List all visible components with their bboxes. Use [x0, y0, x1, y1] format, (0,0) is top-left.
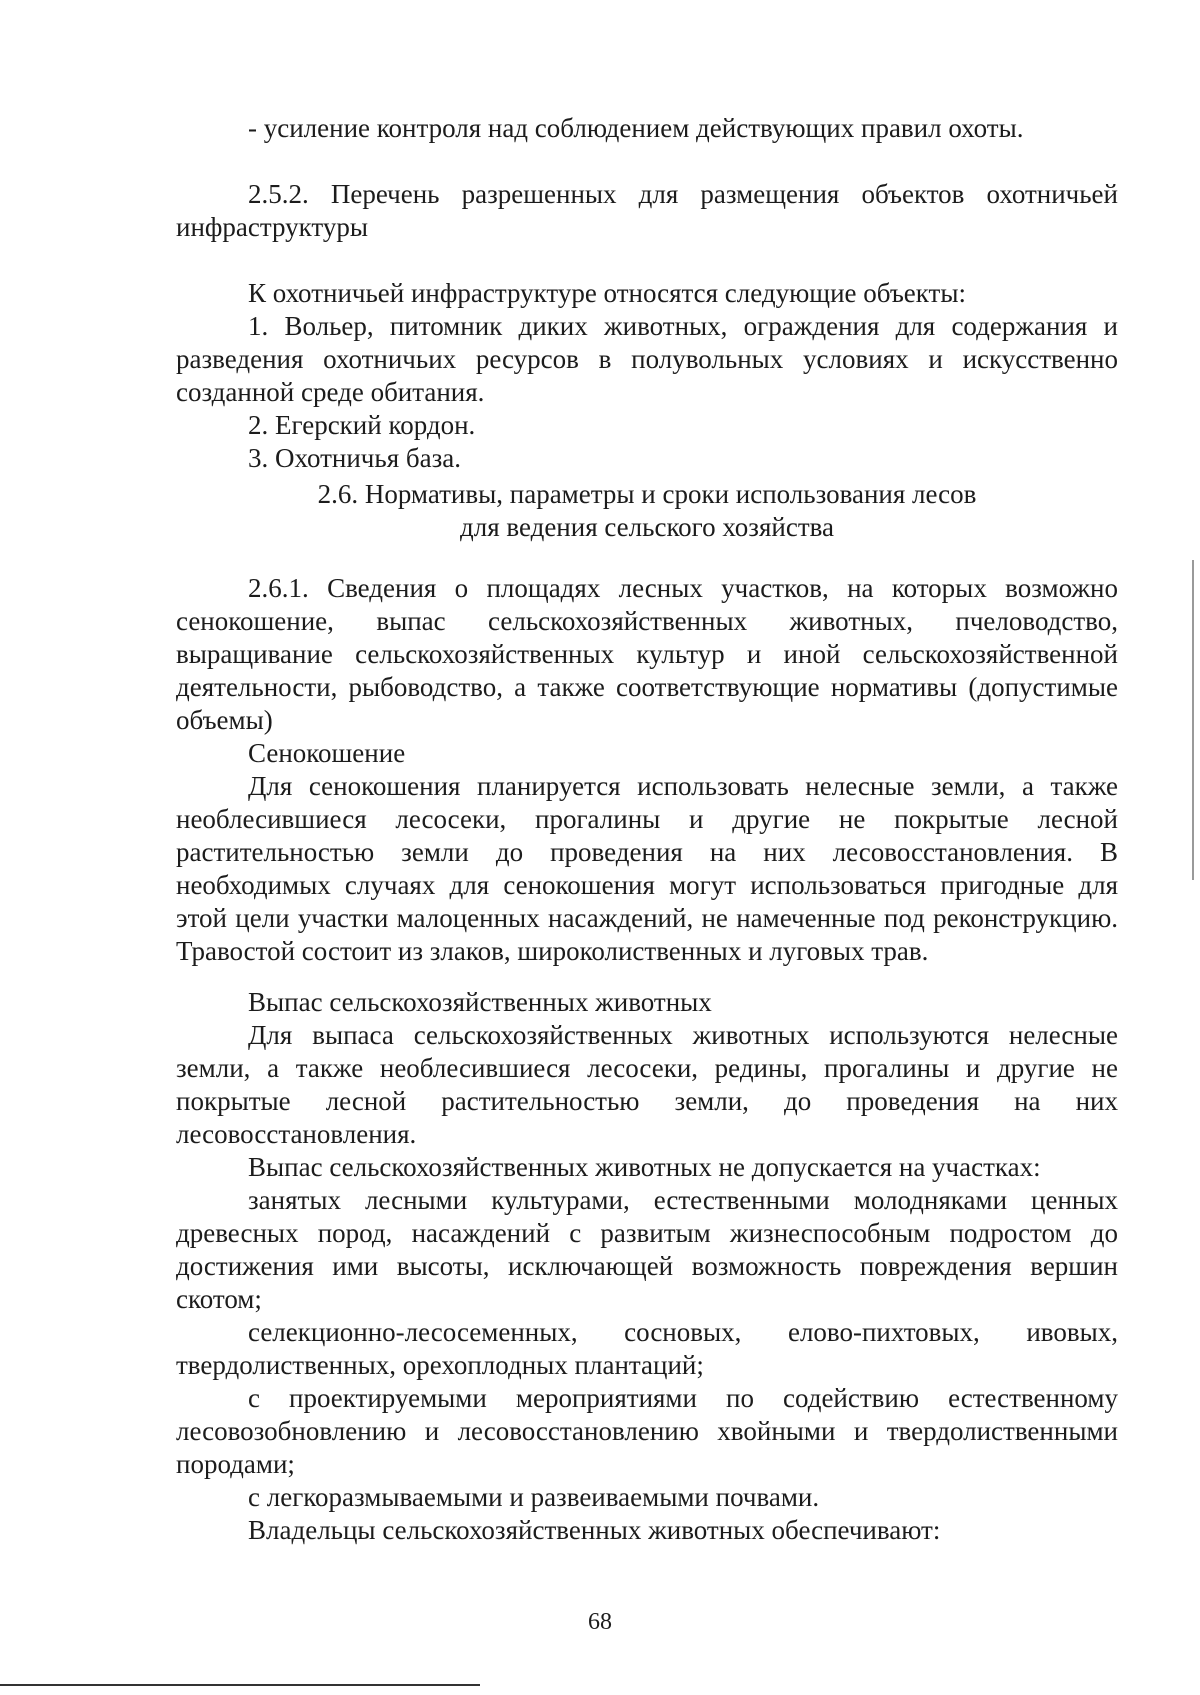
paragraph-grazing: Для выпаса сельскохозяйственных животных используются нелесные земли, а также необлесившиеся лесосеки, редины, прогалины и другие не покрытые лесной растительностью земли, до проведения на них лесовосстановления.: [176, 1020, 1118, 1149]
section-2-6-1-paragraph: 2.6.1. Сведения о площадях лесных участков, на которых возможно сенокошение, выпас сельскохозяйственных животных, пчеловодство, выращивание сельскохозяйственных культур и иной сельскохозяйственной деятельности, рыбоводство, а также соответствующие нормативы (допустимые объемы): [176, 573, 1118, 735]
subheading-grazing: Выпас сельскохозяйственных животных: [248, 987, 712, 1017]
list-item-forest-cultures: занятых лесными культурами, естественными молодняками ценных древесных пород, насаждений с развитым жизнеспособным подростом до достижения ими высоты, исключающей возможность повреждения вершин скотом;: [176, 1185, 1118, 1314]
list-item-plantations: селекционно-лесосеменных, сосновых, елово-пихтовых, ивовых, твердолиственных, орехоплодных плантаций;: [176, 1317, 1118, 1380]
heading-line-1: 2.6. Нормативы, параметры и сроки использования лесов: [317, 479, 977, 509]
section-2-5-2-title: 2.5.2. Перечень разрешенных для размещения объектов охотничьей инфраструктуры: [176, 179, 1118, 242]
paragraph-haymaking: Для сенокошения планируется использовать нелесные земли, а также необлесившиеся лесосеки, прогалины и другие не покрытые лесной растительностью земли до проведения на них лесовосстановления. В необходимых случаях для сенокошения могут использоваться пригодные для этой цели участки малоценных насаждений, не намеченные под реконструкцию. Травостой состоит из злаков, широколиственных и луговых трав.: [176, 771, 1118, 966]
subheading-haymaking: Сенокошение: [248, 738, 406, 768]
page-number: 68: [588, 1609, 612, 1635]
body-text-block-1: [176, 112, 1118, 475]
heading-line-2: для ведения сельского хозяйства: [459, 512, 835, 542]
paragraph-owners-provide: Владельцы сельскохозяйственных животных обеспечивают:: [248, 1515, 941, 1545]
paragraph-infrastructure-intro: К охотничьей инфраструктуре относятся следующие объекты:: [248, 278, 966, 308]
list-item-hunting-base: 3. Охотничья база.: [248, 443, 461, 473]
bottom-rule: [0, 1684, 480, 1686]
list-item-erodible-soils: с легкоразмываемыми и развеиваемыми почвами.: [248, 1482, 820, 1512]
list-item-enclosure: 1. Вольер, питомник диких животных, ограждения для содержания и разведения охотничьих ресурсов в полувольных условиях и искусственно созданной среде обитания.: [176, 311, 1118, 407]
list-item-reforestation: с проектируемыми мероприятиями по содействию естественному лесовозобновлению и лесовосстановлению хвойными и твердолиственными породами;: [176, 1383, 1118, 1479]
body-text-block-2: [176, 572, 1118, 1547]
scan-edge-mark: [1192, 560, 1194, 880]
paragraph-grazing-prohibited: Выпас сельскохозяйственных животных не допускается на участках:: [248, 1152, 1041, 1182]
paragraph-hunting-control: - усиление контроля над соблюдением действующих правил охоты.: [248, 113, 1024, 143]
list-item-ranger-cordon: 2. Егерский кордон.: [248, 410, 476, 440]
section-heading-2-6: [176, 478, 1118, 544]
